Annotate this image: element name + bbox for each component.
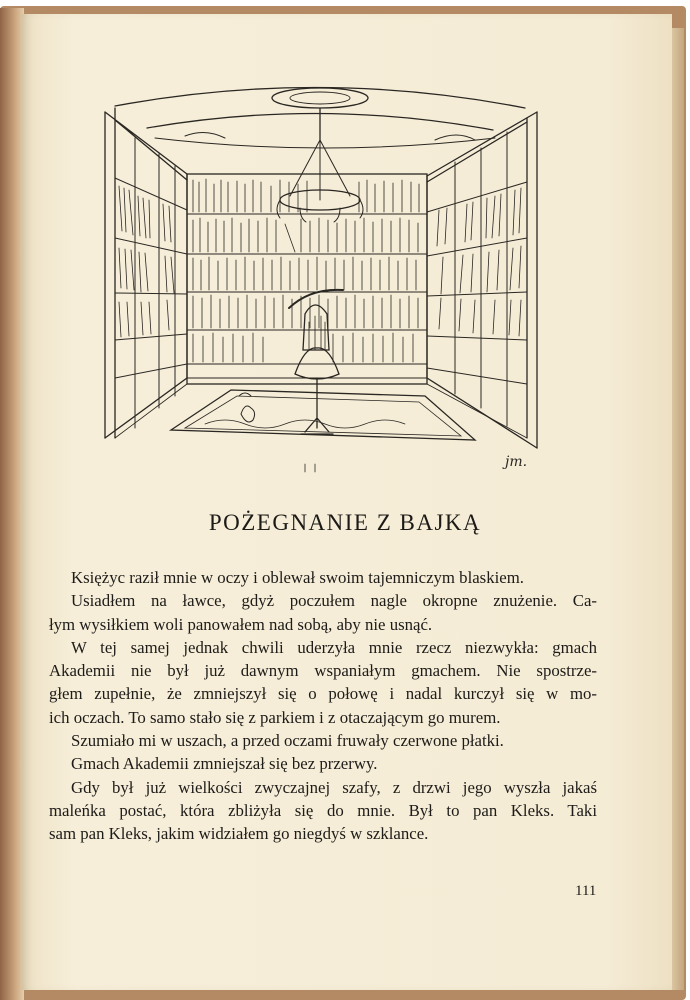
library-illustration [75, 78, 565, 478]
text-line: Gmach Akademii zmniejszał się bez przerwy. [71, 754, 378, 774]
chapter-text [49, 566, 597, 846]
text-line: Akademii nie był już dawnym wspaniałym gmachem. Nie spostrze- [49, 661, 597, 681]
text-line: Szumiało mi w uszach, a przed oczami fruwały czerwone płatki. [71, 731, 504, 751]
page-number: 111 [575, 883, 597, 899]
page-edge [672, 28, 684, 990]
book-spine-edge [0, 8, 24, 1000]
text-line: Usiadłem na ławce, gdyż poczułem nagle okropne znużenie. Ca- [71, 591, 597, 611]
artist-signature [502, 454, 527, 470]
text-line: Księżyc raził mnie w oczy i oblewał swoim tajemniczym blaskiem. [71, 568, 524, 587]
text-line: sam pan Kleks, jakim widziałem go niegdyś w szklance. [49, 824, 429, 844]
text-line: łym wysiłkiem woli panowałem nad sobą, aby nie usnąć. [49, 614, 433, 634]
text-line: W tej samej jednak chwili uderzyła mnie rzecz niezwykła: gmach [71, 637, 597, 657]
svg-text:jm.: jm. [505, 454, 528, 470]
chapter-title: POŻEGNANIE Z BAJKĄ [208, 510, 482, 535]
text-line: Gdy był już wielkości zwyczajnej szafy, z drzwi jego wyszła jakaś [71, 777, 597, 797]
text-line: ich oczach. To samo stało się z parkiem i z otaczającym go murem. [49, 707, 501, 727]
text-line: głem zupełnie, że zmniejszył się o połowę i nadal kurczył się w mo- [49, 684, 597, 704]
text-line: maleńka postać, która zbliżyła się do mnie. Był to pan Kleks. Taki [49, 800, 597, 820]
